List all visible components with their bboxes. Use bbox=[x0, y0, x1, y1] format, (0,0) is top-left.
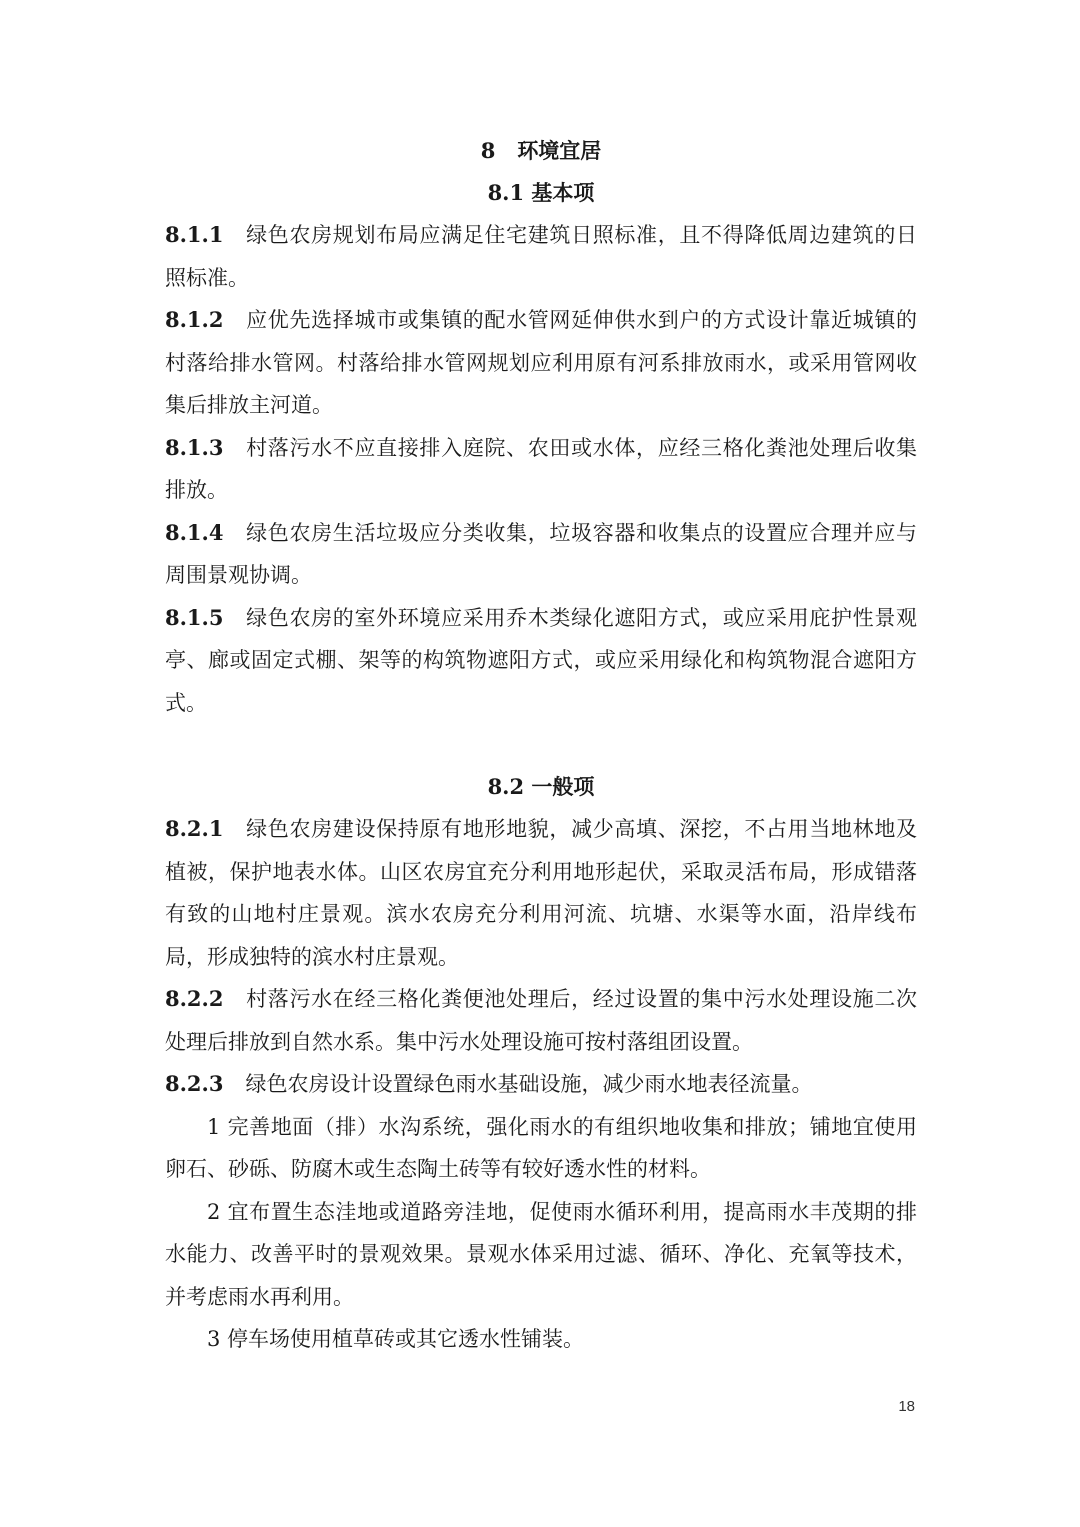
clause-8-1-3 bbox=[165, 427, 917, 512]
clause-text: 绿色农房的室外环境应采用乔木类绿化遮阳方式，或应采用庇护性景观亭、廊或固定式棚、架等的构筑物遮阳方式，或应采用绿化和构筑物混合遮阳方式。 bbox=[165, 605, 917, 715]
chapter-heading: 环境宜居 bbox=[517, 138, 602, 163]
section-title-basic: 8.1 基本项 bbox=[487, 180, 595, 205]
clause-id: 8.1.1 bbox=[165, 222, 224, 247]
clause-id: 8.2.2 bbox=[165, 986, 224, 1011]
clause-text: 绿色农房规划布局应满足住宅建筑日照标准，且不得降低周边建筑的日照标准。 bbox=[165, 223, 917, 290]
document-page bbox=[165, 130, 917, 1361]
list-item: 3 停车场使用植草砖或其它透水性铺装。 bbox=[207, 1327, 585, 1351]
chapter-title bbox=[165, 130, 917, 172]
section-title-general: 8.2 一般项 bbox=[487, 774, 595, 799]
clause-id: 8.1.3 bbox=[165, 434, 224, 460]
clause-id: 8.1.2 bbox=[165, 307, 224, 332]
clause-text: 绿色农房设计设置绿色雨水基础设施，减少雨水地表径流量。 bbox=[245, 1072, 813, 1096]
clause-id: 8.2.3 bbox=[165, 1071, 224, 1096]
clause-8-1-2 bbox=[165, 299, 917, 427]
section-spacer bbox=[165, 724, 917, 766]
chapter-number: 8 bbox=[480, 138, 496, 163]
clause-id: 8.1.5 bbox=[165, 604, 224, 630]
clause-8-1-5 bbox=[165, 597, 917, 725]
clause-8-1-4 bbox=[165, 512, 917, 597]
list-item: 2 宜布置生态洼地或道路旁洼地，促使雨水循环利用，提高雨水丰茂期的排水能力、改善平时的景观效果。景观水体采用过滤、循环、净化、充氧等技术，并考虑雨水再利用。 bbox=[165, 1199, 917, 1309]
clause-id: 8.1.4 bbox=[165, 519, 224, 545]
clause-text: 绿色农房建设保持原有地形地貌，减少高填、深挖，不占用当地林地及植被，保护地表水体。山区农房宜充分利用地形起伏，采取灵活布局，形成错落有致的山地村庄景观。滨水农房充分利用河流、坑塘、水渠等水面，沿岸线布局，形成独特的滨水村庄景观。 bbox=[165, 817, 917, 969]
clause-8-2-1 bbox=[165, 808, 917, 978]
clause-8-1-1 bbox=[165, 214, 917, 299]
clause-id: 8.2.1 bbox=[165, 816, 224, 841]
clause-8-2-3 bbox=[165, 1063, 917, 1106]
clause-text: 村落污水在经三格化粪便池处理后，经过设置的集中污水处理设施二次处理后排放到自然水系。集中污水处理设施可按村落组团设置。 bbox=[165, 987, 917, 1054]
clause-text: 绿色农房生活垃圾应分类收集，垃圾容器和收集点的设置应合理并应与周围景观协调。 bbox=[165, 520, 917, 587]
page-number: 18 bbox=[898, 1398, 915, 1415]
clause-text: 村落污水不应直接排入庭院、农田或水体，应经三格化粪池处理后收集排放。 bbox=[165, 435, 917, 502]
list-item: 1 完善地面（排）水沟系统，强化雨水的有组织地收集和排放；铺地宜使用卵石、砂砾、防腐木或生态陶土砖等有较好透水性的材料。 bbox=[165, 1114, 917, 1181]
clause-8-2-2 bbox=[165, 978, 917, 1063]
clause-text: 应优先选择城市或集镇的配水管网延伸供水到户的方式设计靠近城镇的村落给排水管网。村落给排水管网规划应利用原有河系排放雨水，或采用管网收集后排放主河道。 bbox=[165, 308, 917, 417]
